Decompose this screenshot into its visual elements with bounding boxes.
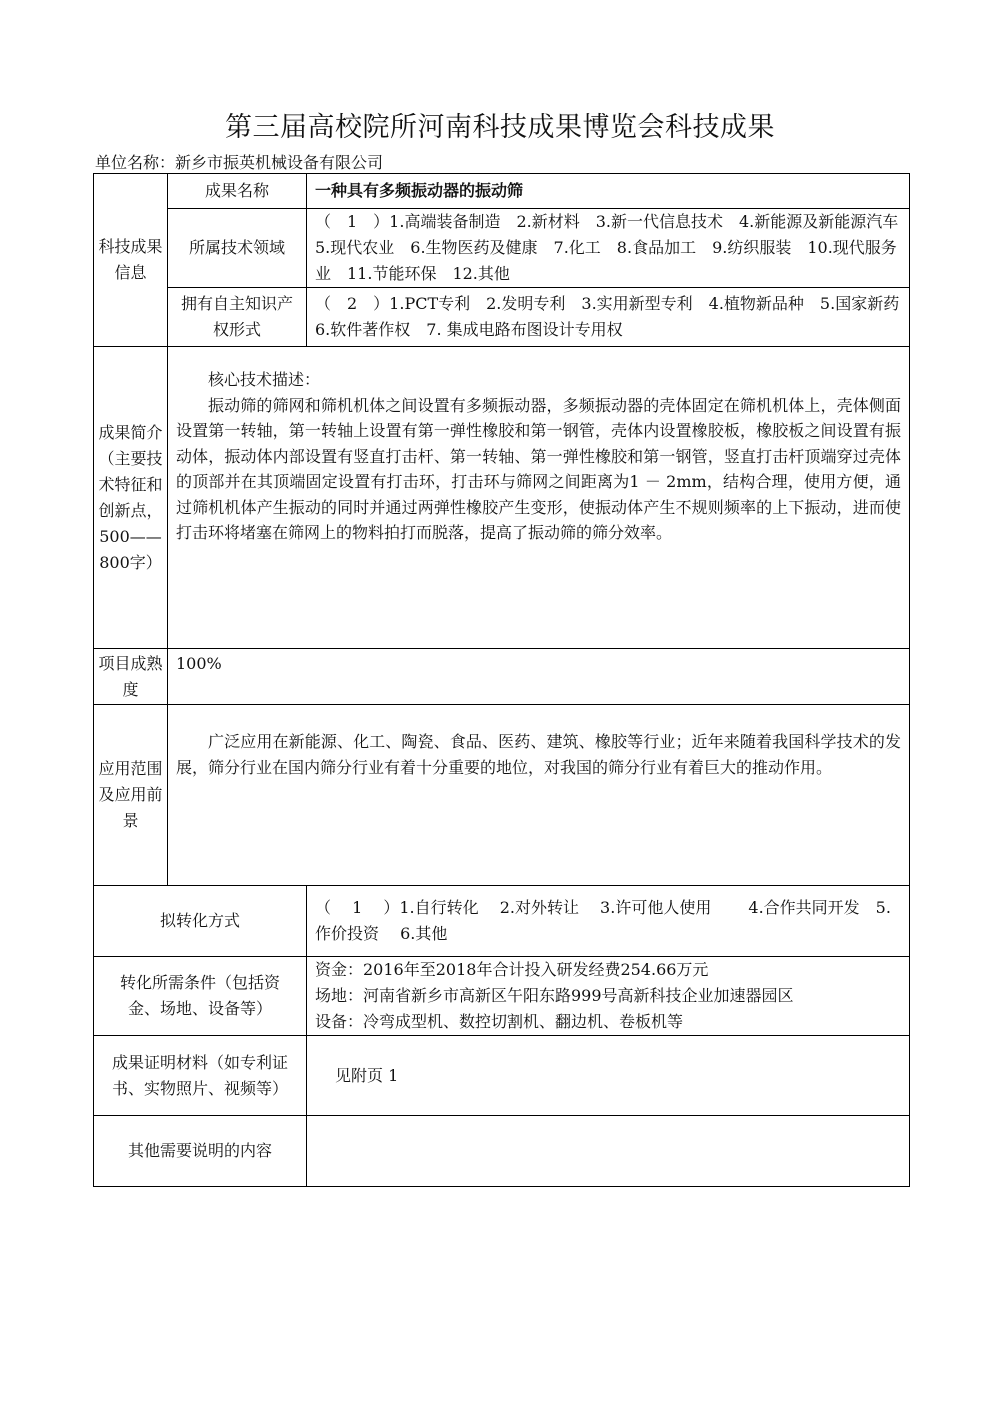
conditions-funds: 资金：2016年至2018年合计投入研发经费254.66万元	[315, 960, 709, 979]
maturity-label: 项目成熟度	[94, 649, 168, 705]
row-summary	[94, 347, 910, 649]
tech-info-label: 科技成果信息	[94, 174, 168, 347]
achievement-name-value: 一种具有多频振动器的振动筛	[307, 174, 910, 209]
tech-field-value: （ 1 ）1.高端装备制造 2.新材料 3.新一代信息技术 4.新能源及新能源汽车 5.现代农业 6.生物医药及健康 7.化工 8.食品加工 9.纺织服装 10.现代服务业 11.节能环保 12.其他	[307, 209, 910, 288]
conditions-equipment: 设备：冷弯成型机、数控切割机、翻边机、卷板机等	[315, 1012, 684, 1031]
maturity-value: 100%	[168, 649, 910, 705]
row-name	[94, 174, 910, 209]
unit-label: 单位名称：	[95, 153, 176, 172]
ip-form-label: 拥有自主知识产权形式	[168, 288, 307, 347]
row-application	[94, 705, 910, 886]
transfer-label: 拟转化方式	[94, 886, 307, 957]
row-proof	[94, 1036, 910, 1116]
row-conditions	[94, 957, 910, 1036]
application-text: 广泛应用在新能源、化工、陶瓷、食品、医药、建筑、橡胶等行业；近年来随着我国科学技术的发展，筛分行业在国内筛分行业有着十分重要的地位，对我国的筛分行业有着巨大的推动作用。	[176, 732, 901, 777]
summary-heading: 核心技术描述：	[208, 370, 321, 389]
row-other	[94, 1116, 910, 1187]
unit-value: 新乡市振英机械设备有限公司	[175, 153, 384, 172]
achievement-form	[93, 173, 916, 1187]
transfer-value: （ 1 ）1.自行转化 2.对外转让 3.许可他人使用 4.合作共同开发 5.作价投资 6.其他	[307, 886, 910, 957]
proof-label: 成果证明材料（如专利证书、实物照片、视频等）	[94, 1036, 307, 1116]
application-label: 应用范围及应用前景	[94, 705, 168, 886]
page-title: 第三届高校院所河南科技成果博览会科技成果	[225, 112, 775, 143]
conditions-label: 转化所需条件（包括资金、场地、设备等）	[94, 957, 307, 1036]
other-label: 其他需要说明的内容	[94, 1116, 307, 1187]
proof-value: 见附页 1	[307, 1036, 910, 1116]
row-field	[94, 209, 910, 288]
other-value	[307, 1116, 910, 1187]
row-maturity	[94, 649, 910, 705]
summary-content	[168, 347, 910, 649]
application-content	[168, 705, 910, 886]
ip-form-value: （ 2 ）1.PCT专利 2.发明专利 3.实用新型专利 4.植物新品种 5.国家新药 6.软件著作权 7. 集成电路布图设计专用权	[307, 288, 910, 347]
summary-label: 成果简介（主要技术特征和创新点，500——800字）	[94, 347, 168, 649]
tech-field-label: 所属技术领域	[168, 209, 307, 288]
row-ip	[94, 288, 910, 347]
achievement-name-label: 成果名称	[168, 174, 307, 209]
unit-line	[95, 150, 383, 173]
row-transfer	[94, 886, 910, 957]
summary-text: 振动筛的筛网和筛机机体之间设置有多频振动器，多频振动器的壳体固定在筛机机体上，壳体侧面设置第一转轴，第一转轴上设置有第一弹性橡胶和第一钢管，壳体内设置橡胶板，橡胶板之间设置有振动体，振动体内部设置有竖直打击杆、第一转轴、第一弹性橡胶和第一钢管，竖直打击杆顶端穿过壳体的顶部并在其顶端固定设置有打击环，打击环与筛网之间距离为1 － 2mm，结构合理，使用方便，通过筛机机体产生振动的同时并通过两弹性橡胶产生变形，使振动体产生不规则频率的上下振动，进而使打击环将堵塞在筛网上的物料拍打而脱落，提高了振动筛的筛分效率。	[176, 395, 901, 542]
conditions-content	[307, 957, 910, 1036]
conditions-site: 场地：河南省新乡市高新区午阳东路999号高新科技企业加速器园区	[315, 986, 794, 1005]
